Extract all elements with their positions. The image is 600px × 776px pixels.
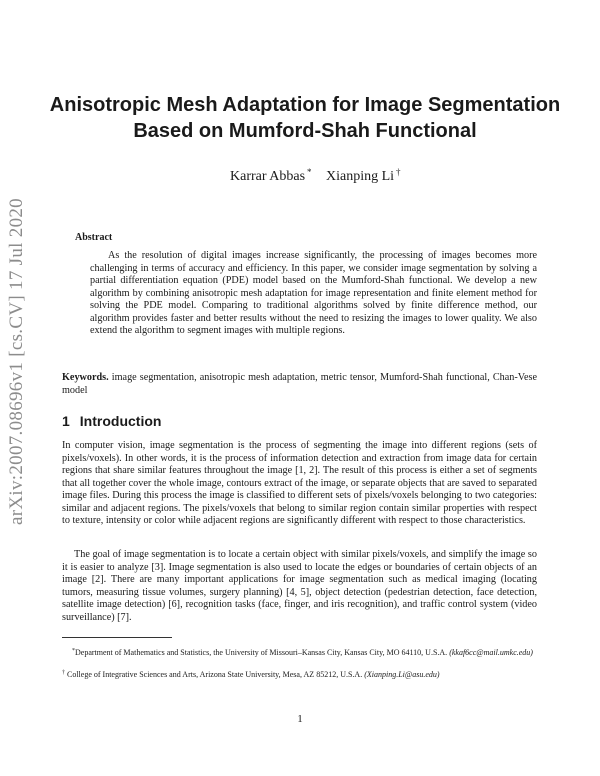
footnote-1-email: (kkaf6cc@mail.umkc.edu) xyxy=(449,648,533,657)
footnote-2-email: (Xianping.Li@asu.edu) xyxy=(364,670,440,679)
footnote-1-mark: * xyxy=(72,648,75,654)
keywords xyxy=(62,372,537,397)
author-1-mark: * xyxy=(307,167,312,177)
footnote-2-mark: † xyxy=(62,670,65,676)
author-1 xyxy=(230,167,312,185)
section-number: 1 xyxy=(62,413,70,429)
paper-title: Anisotropic Mesh Adaptation for Image Segmentation Based on Mumford-Shah Functional xyxy=(49,94,561,142)
page-number: 1 xyxy=(297,713,303,725)
abstract-heading: Abstract xyxy=(75,232,113,243)
intro-paragraph-2: The goal of image segmentation is to locate a certain object with similar pixels/voxels, and simplify the image so it is easier to analyze [3]. Image segmentation is also used to locate the edges or boundaries of certain objects of an image [2]. There are many important applications for image segmentation such as medical imaging (locating tumors, measuring tissue volumes, surgery planning) [4, 5], object detection (pedestrian detection, face detection, satellite image detection) [6], recognition tasks (face, finger, and iris recognition), and traffic control system (video surveillance) [7]. xyxy=(62,549,537,623)
section-title: Introduction xyxy=(79,413,162,429)
author-2-mark: † xyxy=(396,167,401,177)
author-2-name: Xianping Li xyxy=(326,169,395,184)
section-heading-introduction xyxy=(62,413,161,429)
intro-paragraph-1: In computer vision, image segmentation is the process of segmenting the image into different regions (sets of pixels/voxels). In other words, it is the process of information detection and extraction from image data for certain regions that share similar features throughout the image [1, 2]. The result of this process is either a set of segments that all together cover the whole image, contours extract of the image, or separate objects that are saved to separated image files. During this process the image is classified to different sets of pixels/voxels belonging to two categories: similar and adjacent regions. The pixels/voxels that belong to similar region contain similar properties with respect to texture, intensity or color while adjacent regions are significantly different with respect to those characteristics. xyxy=(62,440,537,526)
author-2 xyxy=(326,167,401,185)
footnote-1-text: Department of Mathematics and Statistics, the University of Missouri–Kansas City, Kansas City, MO 64110, U.S.A. xyxy=(75,648,448,657)
arxiv-identifier-stamp: arXiv:2007.08696v1 [cs.CV] 17 Jul 2020 xyxy=(6,198,27,525)
keywords-label: Keywords. xyxy=(62,372,109,383)
abstract-text: As the resolution of digital images increase significantly, the processing of images becomes more challenging in terms of accuracy and efficiency. In this paper, we consider image segmentation by solving a partial differentiation equation (PDE) model based on the Mumford-Shah functional. We develop a new algorithm by combining anisotropic mesh adaptation for image representation and finite element method for solving the PDE model. Comparing to traditional algorithms solved by finite difference method, our algorithm provides faster and better results without the need to resizing the images to lower quality. We also extend the algorithm to segment images with multiple regions. xyxy=(90,250,537,336)
footnote-divider xyxy=(62,637,172,638)
footnote-2 xyxy=(62,668,537,681)
footnote-1 xyxy=(62,646,547,659)
author-1-name: Karrar Abbas xyxy=(230,169,306,184)
footnote-2-text: College of Integrative Sciences and Arts, Arizona State University, Mesa, AZ 85212, U.S.A. xyxy=(67,670,363,679)
keywords-text: image segmentation, anisotropic mesh adaptation, metric tensor, Mumford-Shah functional, Chan-Vese model xyxy=(62,372,537,396)
